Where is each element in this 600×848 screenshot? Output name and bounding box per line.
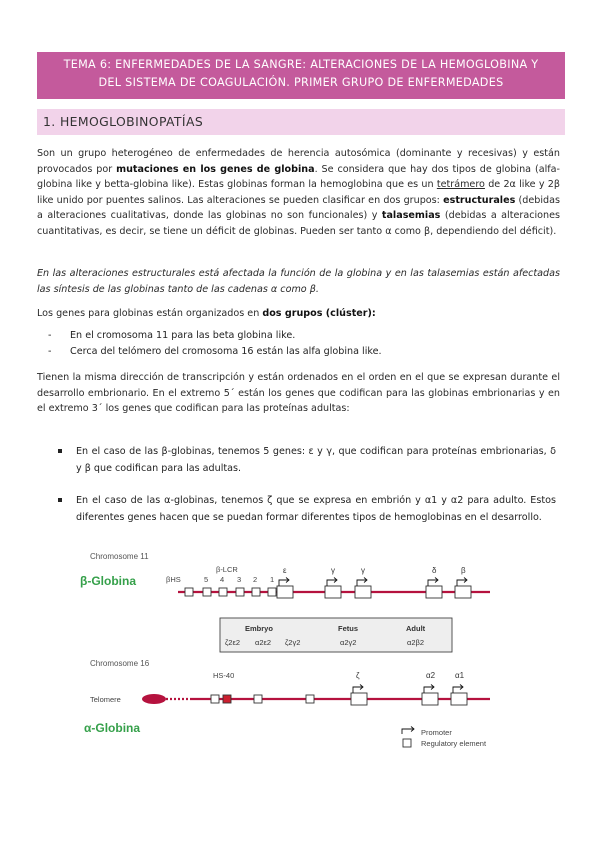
hs-number: 3 <box>237 575 242 584</box>
hs40-label: HS-40 <box>213 671 235 680</box>
bhs-label: βHS <box>166 575 181 584</box>
stage-value: α2γ2 <box>340 638 357 647</box>
hs-element <box>252 588 260 596</box>
hs-element <box>185 588 193 596</box>
gene-label: γ <box>361 566 365 575</box>
hs40-element <box>223 695 231 703</box>
paragraph-transcription: Tienen la misma dirección de transcripción y están ordenados en el orden en el que se expresan durante el desarrollo embrionario. En el extremo 5´ están los genes que codifican para las globinas embrionarias y en el extremo 3´ los genes que codifican para las proteínas adultas: <box>37 372 560 415</box>
list-item: - En el cromosoma 11 para las beta globina like. <box>48 328 558 344</box>
hs-number: 2 <box>253 575 258 584</box>
cluster-list <box>48 328 558 359</box>
stage-value: α2ε2 <box>255 638 272 647</box>
telomere-marker <box>142 694 166 704</box>
list-item: En el caso de las α-globinas, tenemos ζ que se expresa en embrión y α1 y α2 para adulto. Estos diferentes genes hacen que se puedan formar diferentes tipos de hemoglobinas en el desarrollo. <box>58 492 556 526</box>
gene-epsilon-box <box>277 586 293 598</box>
paragraph-clusters: Los genes para globinas están organizados en dos grupos (clúster): <box>37 308 376 319</box>
globin-gene-cluster-figure <box>80 548 520 758</box>
chapter-title-line-2: DEL SISTEMA DE COAGULACIÓN. PRIMER GRUPO DE ENFERMEDADES <box>98 76 504 89</box>
chromosome-11-label: Chromosome 11 <box>90 552 149 561</box>
paragraph-italic-note: En las alteraciones estructurales está afectada la función de la globina y en las talasemias están afectadas las síntesis de las globinas tanto de las cadenas α como β. <box>37 268 560 295</box>
hs-element <box>236 588 244 596</box>
gene-label: α2 <box>426 671 436 680</box>
gene-alpha1-box <box>451 693 467 705</box>
hs-number: 4 <box>220 575 225 584</box>
stage-header: Fetus <box>338 624 359 633</box>
hs-number: 5 <box>204 575 209 584</box>
gene-label: ζ <box>356 671 360 680</box>
gene-label: β <box>461 566 466 575</box>
stage-header: Embryo <box>245 624 273 633</box>
gene-beta-box <box>455 586 471 598</box>
chapter-title-banner <box>37 52 565 99</box>
hs-element <box>268 588 276 596</box>
regulatory-element <box>254 695 262 703</box>
alpha-globin-label: α-Globina <box>84 721 141 735</box>
gene-label: α1 <box>455 671 465 680</box>
gene-zeta-box <box>351 693 367 705</box>
stage-header: Adult <box>406 624 426 633</box>
regulatory-legend-icon <box>403 739 411 747</box>
stage-value: α2β2 <box>407 638 424 647</box>
regulatory-element <box>211 695 219 703</box>
gene-gamma-a-box <box>355 586 371 598</box>
telomere-label: Telomere <box>90 695 121 704</box>
list-item: En el caso de las β-globinas, tenemos 5 genes: ε y γ, que codifican para proteínas embrionarias, δ y β que codifican para las adultas. <box>58 443 556 477</box>
promoter-legend-icon <box>402 727 414 735</box>
legend-promoter-label: Promoter <box>421 728 452 737</box>
hs-number: 1 <box>270 575 275 584</box>
beta-lcr-label: β-LCR <box>216 565 238 574</box>
hs-element <box>219 588 227 596</box>
stage-value: ζ2γ2 <box>285 638 301 647</box>
gene-label: δ <box>432 566 437 575</box>
stage-value: ζ2ε2 <box>225 638 240 647</box>
regulatory-element <box>306 695 314 703</box>
section-heading: 1. HEMOGLOBINOPATÍAS <box>37 109 565 135</box>
gene-delta-box <box>426 586 442 598</box>
gene-label: γ <box>331 566 335 575</box>
list-item: - Cerca del telómero del cromosoma 16 están las alfa globina like. <box>48 344 558 360</box>
legend-regulatory-label: Regulatory element <box>421 739 487 748</box>
gene-gamma-g-box <box>325 586 341 598</box>
beta-globin-label: β-Globina <box>80 574 136 588</box>
gene-alpha2-box <box>422 693 438 705</box>
chromosome-16-label: Chromosome 16 <box>90 659 150 668</box>
chapter-title-line-1: TEMA 6: ENFERMEDADES DE LA SANGRE: ALTERACIONES DE LA HEMOGLOBINA Y <box>63 58 539 71</box>
paragraph-intro: Son un grupo heterogéneo de enfermedades de herencia autosómica (dominante y recesivas) y están provocados por mutaciones en los genes de globina. Se considera que hay dos tipos de globina (alfa- globina like y betta-globina like). Estas globinas forman la hemoglobina que es un tetrámero de 2α like y 2β like unido por puentes salinos. Las alteraciones se pueden clasificar en dos grupos: estructurales (debidas a alteraciones cualitativas, donde las globinas no son funcionales) y talasemias (debidas a alteraciones cuantitativas, es decir, se tiene un déficit de globinas. Pueden ser tanto α como β, dependiendo del déficit). <box>37 148 561 237</box>
hs-element <box>203 588 211 596</box>
gene-label: ε <box>283 566 287 575</box>
globin-bullet-list <box>58 443 556 526</box>
